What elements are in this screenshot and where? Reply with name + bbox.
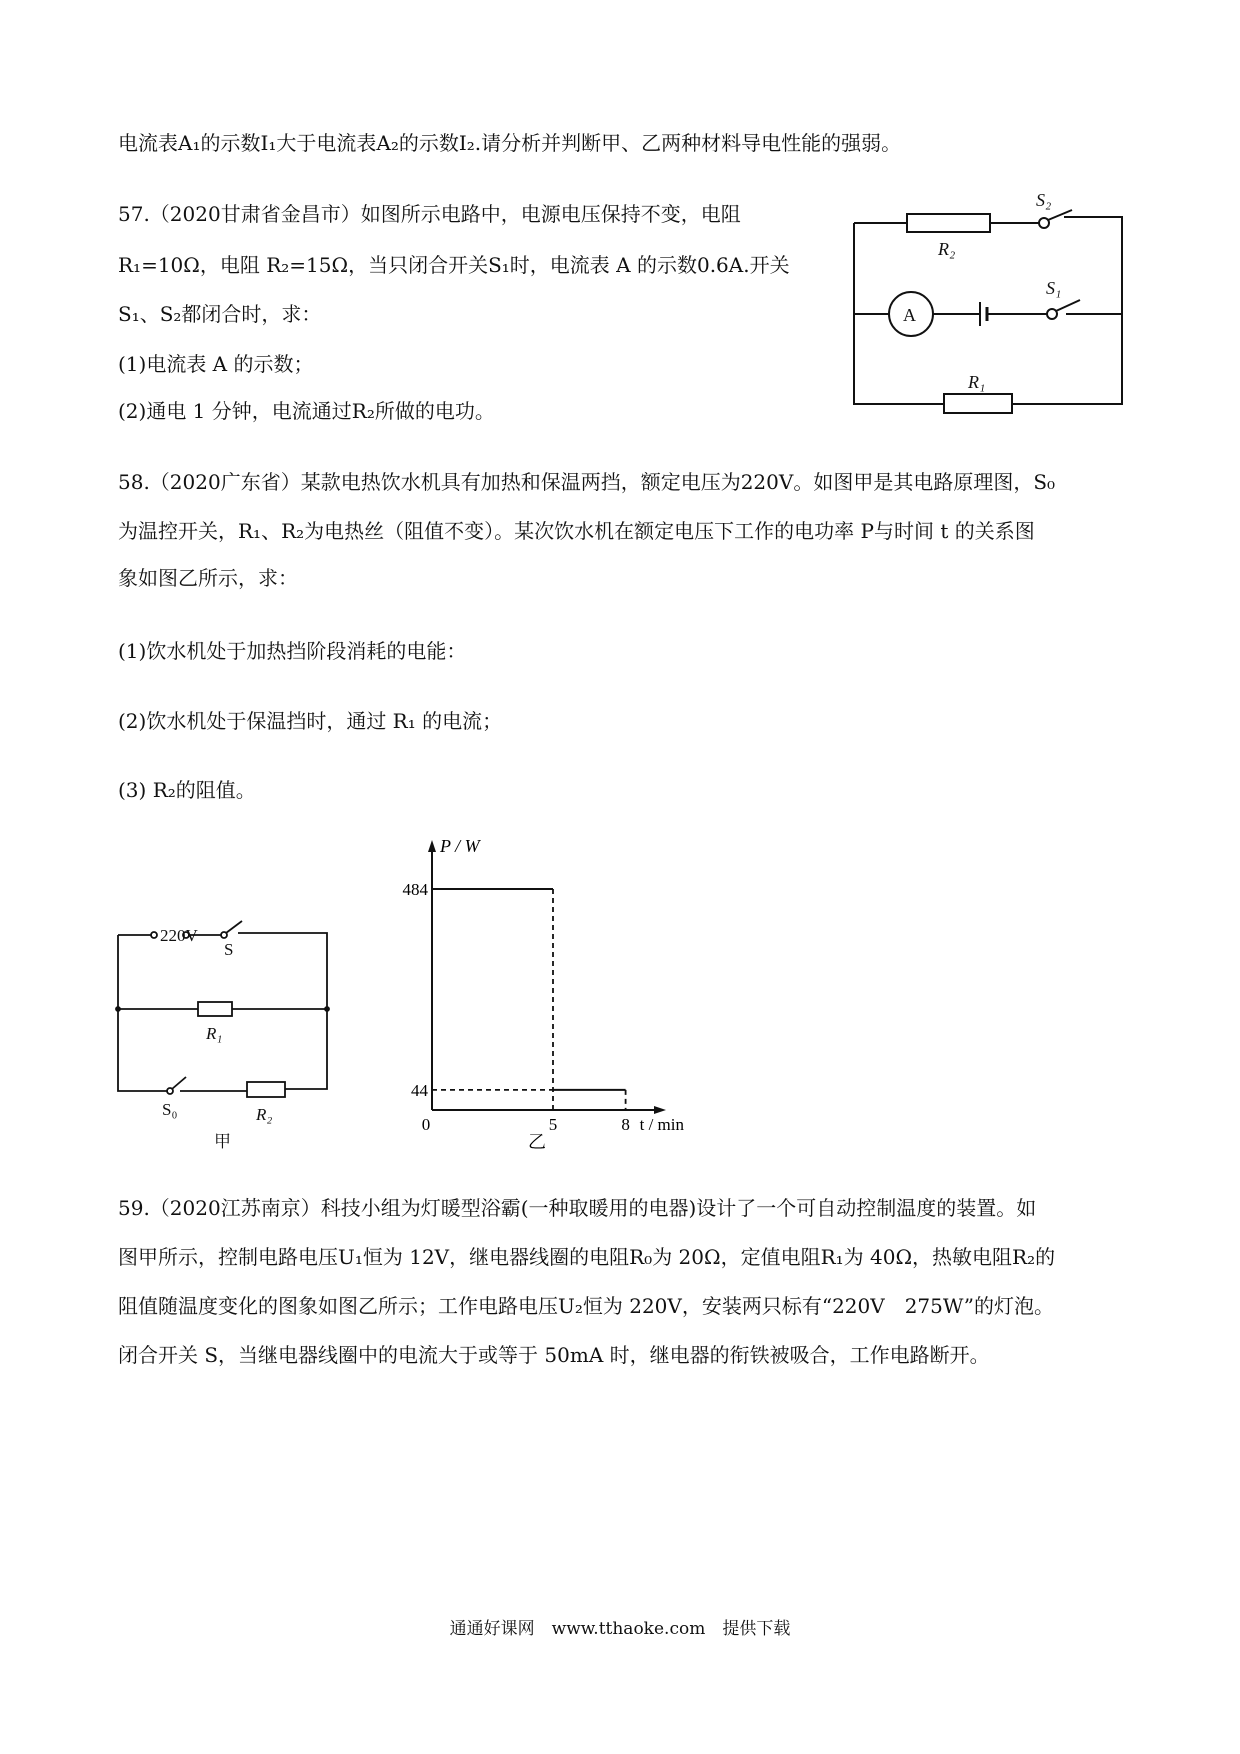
- guide-lines: [432, 889, 626, 1110]
- svg-text:S: S: [224, 940, 234, 959]
- q58-line: 58.（2020广东省）某款电热饮水机具有加热和保温两挡，额定电压为220V。如图甲是其电路原理图，S₀: [118, 470, 1056, 494]
- q58-line: (2)饮水机处于保温挡时，通过 R₁ 的电流；: [118, 709, 503, 733]
- q57-line: (1)电流表 A 的示数；: [118, 352, 314, 376]
- axis-arrow-icon: [428, 840, 666, 1114]
- x-axis-label: t / min: [639, 1115, 685, 1134]
- q59-line: 59.（2020江苏南京）科技小组为灯暖型浴霸(一种取暖用的电器)设计了一个可自动控制温度的装置。如: [118, 1196, 1037, 1220]
- power-time-chart: [380, 830, 720, 1160]
- q59-line: 图甲所示，控制电路电压U₁恒为 12V，继电器线圈的电阻R₀为 20Ω，定值电阻R₁为 40Ω，热敏电阻R₂的: [118, 1245, 1056, 1269]
- svg-text:R₂: R₂: [256, 1105, 273, 1124]
- y-tick-label: 484: [402, 880, 428, 899]
- q58-line: 象如图乙所示，求：: [118, 566, 298, 590]
- chart-caption: 乙: [528, 1132, 546, 1152]
- y-tick-label: 44: [411, 1080, 428, 1100]
- svg-text:S₀: S₀: [162, 1100, 178, 1119]
- svg-text:S₂: S₂: [1036, 190, 1052, 210]
- svg-text:甲: 甲: [214, 1132, 231, 1151]
- q58-line: (3) R₂的阻值。: [118, 778, 256, 802]
- q59-line: 闭合开关 S，当继电器线圈中的电流大于或等于 50mA 时，继电器的衔铁被吸合，工作电路断开。: [118, 1343, 990, 1367]
- q57-line: S₁、S₂都闭合时，求：: [118, 302, 322, 326]
- svg-text:R₂: R₂: [938, 239, 956, 259]
- svg-text:R₁: R₁: [206, 1024, 223, 1043]
- q58-circuit-diagram: [110, 915, 340, 1160]
- q59-line: 阻值随温度变化的图象如图乙所示；工作电路电压U₂恒为 220V，安装两只标有“220V 275W”的灯泡。: [118, 1294, 1055, 1318]
- resistor-r1: [944, 394, 1012, 413]
- x-tick-label: 5: [548, 1115, 558, 1134]
- switch-s2: [1039, 218, 1049, 228]
- x-tick-label: 0: [421, 1115, 431, 1134]
- svg-text:220V: 220V: [160, 926, 198, 945]
- switch-s1: [1047, 309, 1057, 319]
- intro-line: 电流表A₁的示数I₁大于电流表A₂的示数I₂.请分析并判断甲、乙两种材料导电性能的强弱。: [118, 131, 902, 155]
- q57-line: R₁=10Ω，电阻 R₂=15Ω，当只闭合开关S₁时，电流表 A 的示数0.6A.开关: [118, 253, 790, 277]
- resistor-r2: [247, 1082, 285, 1097]
- resistor-r1: [198, 1002, 232, 1016]
- chart-axes: [432, 844, 660, 1110]
- svg-text:R₁: R₁: [968, 372, 986, 392]
- svg-text:A: A: [903, 305, 916, 325]
- q57-line: 57.（2020甘肃省金昌市）如图所示电路中，电源电压保持不变，电阻: [118, 202, 741, 226]
- svg-text:S₁: S₁: [1046, 278, 1062, 298]
- series-line: [432, 889, 626, 1090]
- x-tick-label: 8: [621, 1115, 630, 1134]
- footer: 通通好课网 www.tthaoke.com 提供下载: [449, 1619, 791, 1639]
- y-axis-label: P / W: [440, 836, 480, 856]
- q58-line: 为温控开关，R₁、R₂为电热丝（阻值不变）。某次饮水机在额定电压下工作的电功率 P与时间 t 的关系图: [118, 519, 1035, 543]
- q57-circuit-diagram: [840, 190, 1140, 420]
- q57-line: (2)通电 1 分钟，电流通过R₂所做的电功。: [118, 399, 495, 423]
- resistor-r2: [907, 214, 990, 232]
- q58-line: (1)饮水机处于加热挡阶段消耗的电能：: [118, 639, 467, 663]
